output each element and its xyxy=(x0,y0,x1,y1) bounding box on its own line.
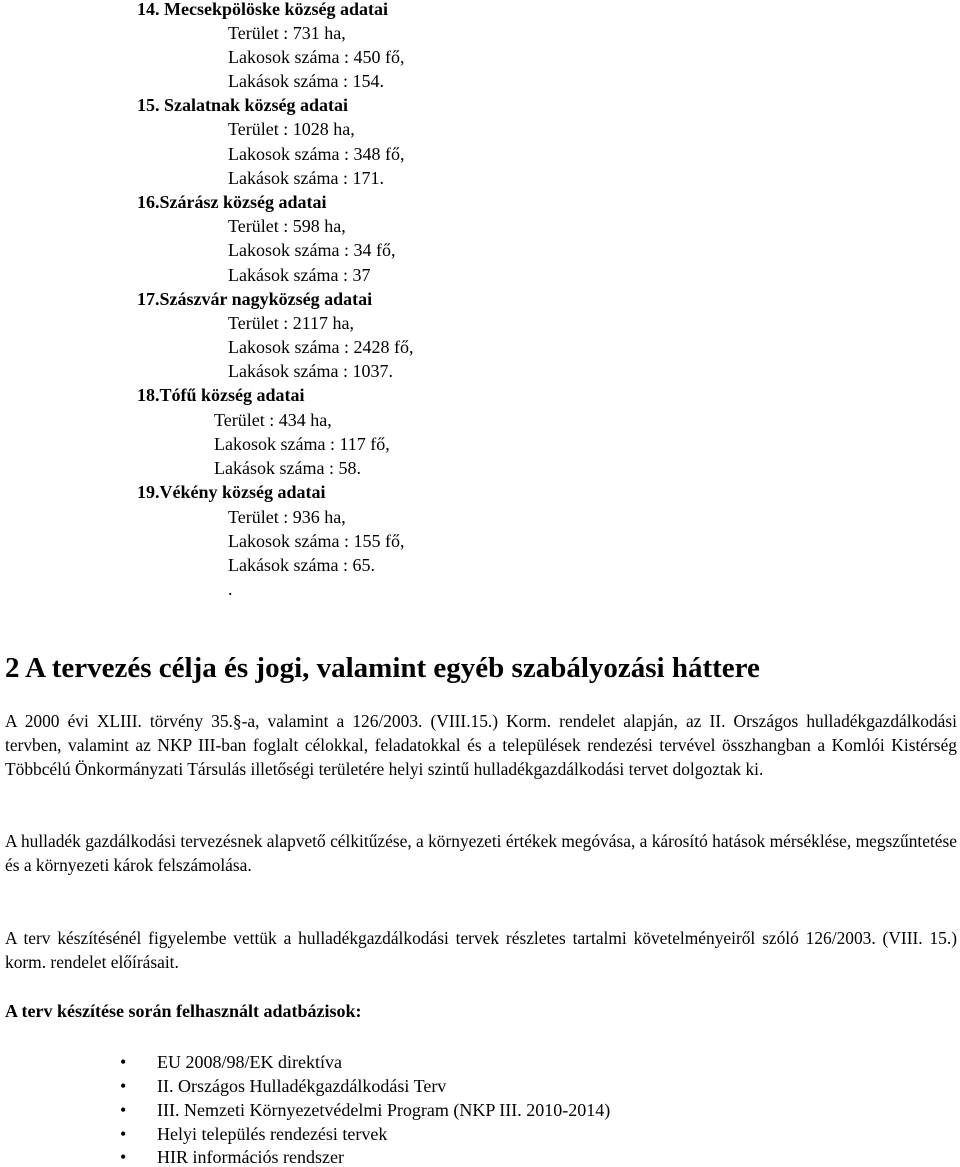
bullet-icon: • xyxy=(120,1100,127,1120)
municipality-15-population: Lakosok száma : 348 fő, xyxy=(228,144,405,164)
bullet-icon: • xyxy=(120,1052,127,1072)
municipality-19-dwellings: Lakások száma : 65. xyxy=(228,555,375,575)
municipality-19-area: Terület : 936 ha, xyxy=(228,507,346,527)
paragraph-objective: A hulladék gazdálkodási tervezésnek alapvető célkitűzése, a környezeti értékek megóvása, a károsító hatások mérséklése, megszűntetése és a környezeti károk felszámolása. xyxy=(5,831,957,875)
municipality-16-title: 16.Szárász község adatai xyxy=(137,192,327,212)
list-item xyxy=(120,1101,610,1119)
list-item-label: HIR információs rendszer xyxy=(157,1147,344,1167)
municipality-18-title: 18.Tófű község adatai xyxy=(137,385,305,405)
municipality-14-area: Terület : 731 ha, xyxy=(228,23,346,43)
municipality-15-area: Terület : 1028 ha, xyxy=(228,119,355,139)
municipality-16-dwellings: Lakások száma : 37 xyxy=(228,265,371,285)
municipality-14-population: Lakosok száma : 450 fő, xyxy=(228,47,405,67)
municipality-18-population: Lakosok száma : 117 fő, xyxy=(214,434,390,454)
paragraph-requirements: A terv készítésénél figyelembe vettük a hulladékgazdálkodási tervek részletes tartalmi követelményeiről szóló 126/2003. (VIII. 15.) korm. rendelet előírásait. xyxy=(5,928,957,972)
paragraph-legal-basis: A 2000 évi XLIII. törvény 35.§-a, valamint a 126/2003. (VIII.15.) Korm. rendelet alapján, az II. Országos hulladékgazdálkodási tervben, valamint az NKP III-ban foglalt célokkal, feladatokkal és a települések rendezési tervével összhangban a Komlói Kistérség Többcélú Önkormányzati Társulás illetőségi területére helyi szintű hulladékgazdálkodási tervet dolgoztak ki. xyxy=(5,711,957,779)
municipality-17-dwellings: Lakások száma : 1037. xyxy=(228,361,393,381)
list-item-label: EU 2008/98/EK direktíva xyxy=(157,1052,342,1072)
bullet-icon: • xyxy=(120,1076,127,1096)
municipality-16-population: Lakosok száma : 34 fő, xyxy=(228,240,396,260)
list-item xyxy=(120,1125,387,1143)
databases-heading: A terv készítése során felhasznált adatbázisok: xyxy=(5,1001,362,1021)
municipality-19-title: 19.Vékény község adatai xyxy=(137,482,326,502)
municipality-14-dwellings: Lakások száma : 154. xyxy=(228,71,384,91)
bullet-icon: • xyxy=(120,1147,127,1167)
municipality-17-title: 17.Szászvár nagyközség adatai xyxy=(137,289,373,309)
stray-dot: . xyxy=(228,579,233,599)
municipality-15-dwellings: Lakások száma : 171. xyxy=(228,168,384,188)
municipality-17-population: Lakosok száma : 2428 fő, xyxy=(228,337,414,357)
municipality-17-area: Terület : 2117 ha, xyxy=(228,313,355,333)
list-item xyxy=(120,1148,344,1166)
list-item-label: III. Nemzeti Környezetvédelmi Program (NKP III. 2010-2014) xyxy=(157,1100,611,1120)
list-item xyxy=(120,1053,342,1071)
section-heading: 2 A tervezés célja és jogi, valamint egyéb szabályozási háttere xyxy=(5,652,760,684)
municipality-18-dwellings: Lakások száma : 58. xyxy=(214,458,361,478)
municipality-19-population: Lakosok száma : 155 fő, xyxy=(228,531,405,551)
municipality-18-area: Terület : 434 ha, xyxy=(214,410,332,430)
bullet-icon: • xyxy=(120,1124,127,1144)
list-item-label: Helyi település rendezési tervek xyxy=(157,1124,388,1144)
list-item-label: II. Országos Hulladékgazdálkodási Terv xyxy=(157,1076,447,1096)
municipality-15-title: 15. Szalatnak község adatai xyxy=(137,95,349,115)
municipality-14-title: 14. Mecsekpölöske község adatai xyxy=(137,0,388,19)
municipality-16-area: Terület : 598 ha, xyxy=(228,216,346,236)
list-item xyxy=(120,1077,446,1095)
